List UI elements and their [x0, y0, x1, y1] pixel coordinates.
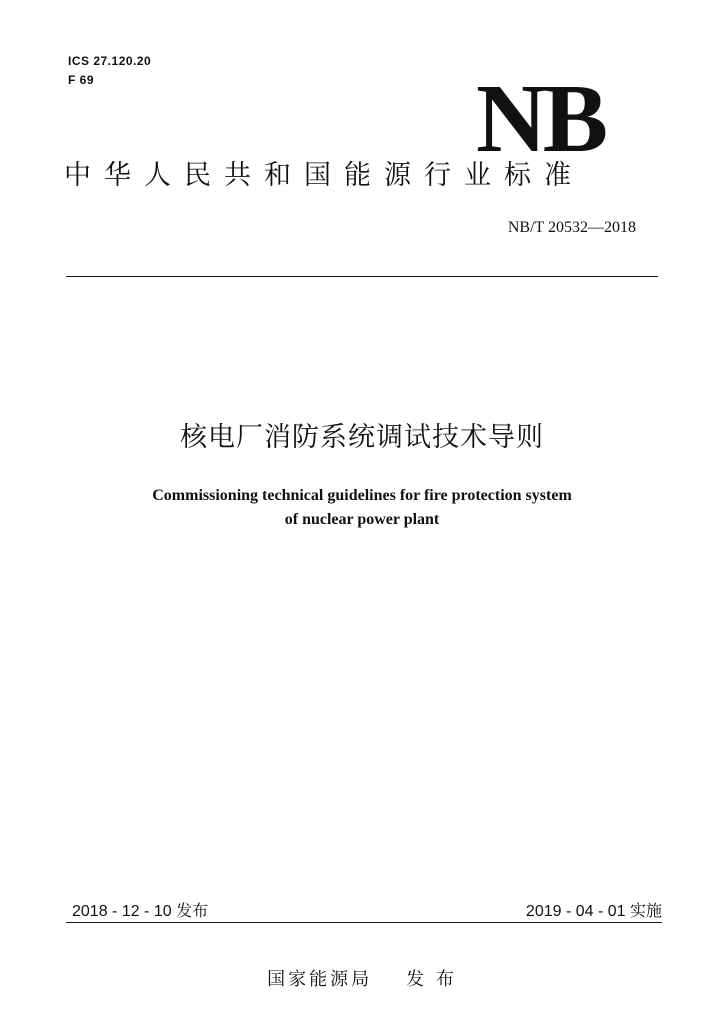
publisher-action: 发 布: [406, 969, 457, 990]
issue-date: 2018 - 12 - 10 发布: [72, 903, 209, 920]
top-divider: [66, 276, 658, 277]
publisher-name: 国家能源局: [267, 969, 373, 990]
ccs-code: F 69: [68, 73, 95, 87]
publisher-line: [0, 968, 724, 992]
nb-logo: NB: [476, 65, 605, 173]
standard-number: NB/T 20532—2018: [507, 219, 636, 236]
document-title-en: [0, 484, 724, 532]
ics-code: ICS 27.120.20: [68, 54, 152, 68]
title-en-line-1: Commissioning technical guidelines for fire protection system: [152, 487, 572, 504]
bottom-divider: [66, 922, 662, 923]
document-title-zh: 核电厂消防系统调试技术导则: [180, 422, 544, 453]
title-en-line-2: of nuclear power plant: [284, 511, 440, 528]
standard-category-title: 中华人民共和国能源行业标准: [64, 160, 584, 191]
classification-block: [68, 52, 151, 90]
implementation-date: 2019 - 04 - 01 实施: [525, 903, 662, 920]
